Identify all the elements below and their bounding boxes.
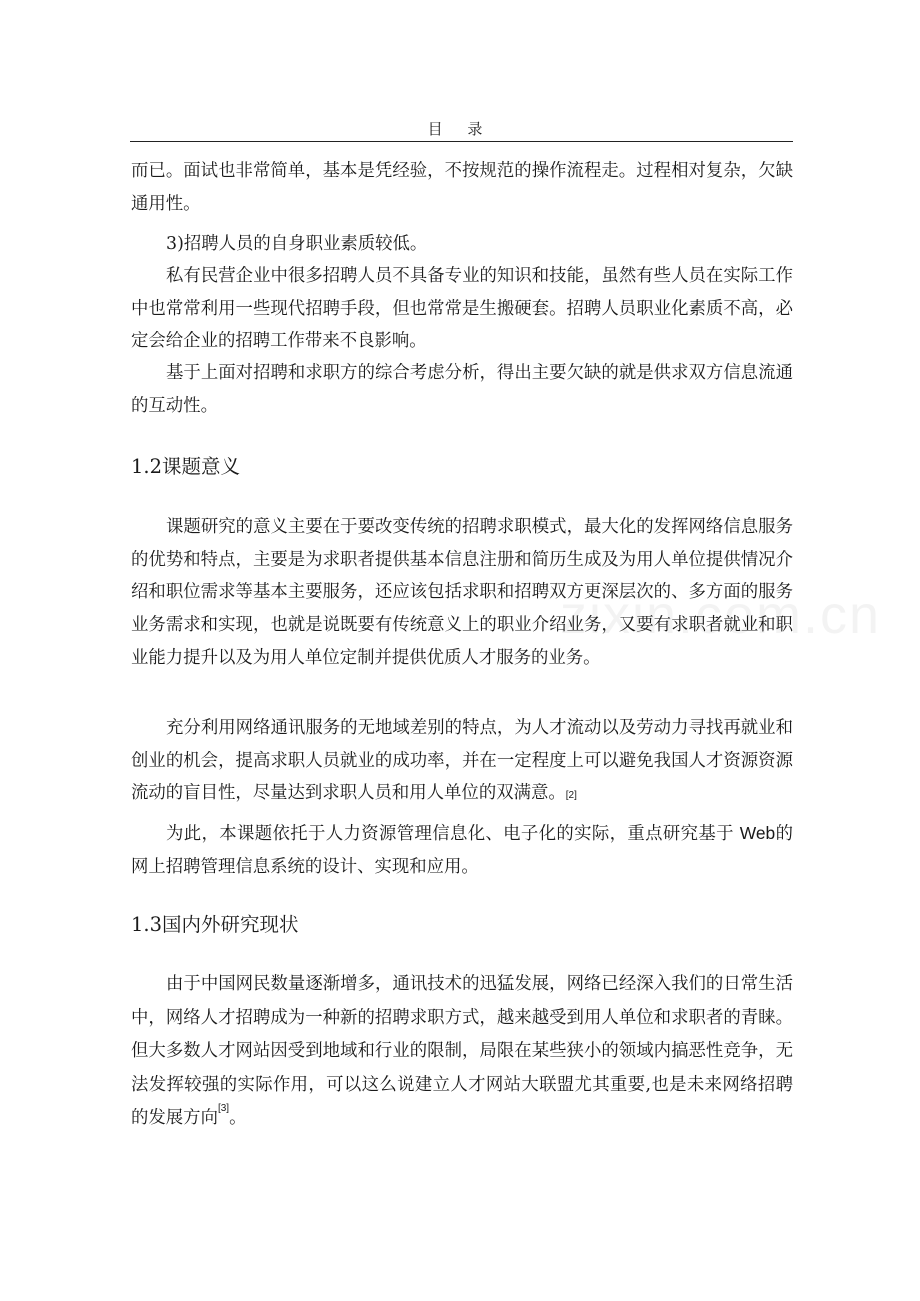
header-divider (130, 141, 793, 142)
paragraph-text: 3)招聘人员的自身职业素质较低。 (166, 234, 428, 254)
watermark (560, 584, 881, 646)
paragraph-text: 的网上招聘管理信息系统的设计、实现和应用。 (131, 824, 793, 877)
paragraph (131, 817, 793, 883)
paragraph-text-latin: Web (739, 823, 776, 843)
paragraph-text: 基于上面对招聘和求职方的综合考虑分析，得出主要欠缺的就是供求双方信息流通的互动性。 (131, 363, 793, 416)
section-heading-1-2: 1.2课题意义 (131, 455, 241, 478)
paragraph (131, 357, 793, 422)
citation-ref: [3] (217, 1103, 230, 1114)
paragraph-text: 为此，本课题依托于人力资源管理信息化、电子化的实际，重点研究基于 (166, 824, 740, 844)
section-heading-1-3: 1.3国内外研究现状 (131, 913, 299, 936)
paragraph-text: 课题研究的意义主要在于要改变传统的招聘求职模式，最大化的发挥网络信息服务的优势和特点，主要是为求职者提供基本信息注册和简历生成及为用人单位提供情况介绍和职位需求等基本主要服务，还应该包括求职和招聘双方更深层次的、多方面的服务业务需求和实现，也就是说既要有传统意义上的职业介绍业务，又要有求职者就业和职业能力提升以及为用人单位定制并提供优质人才服务的业务。 (131, 517, 793, 668)
paragraph-text: 由于中国网民数量逐渐增多，通讯技术的迅猛发展，网络已经深入我们的日常生活中，网络人才招聘成为一种新的招聘求职方式，越来越受到用人单位和求职者的青睐。但大多数人才网站因受到地域和行业的限制，局限在某些狭小的领域内搞恶性竞争，无法发挥较强的实际作用，可以这么说建立人才网站大联盟尤其重要,也是未来网络招聘的发展方向 (131, 974, 793, 1128)
paragraph (131, 712, 793, 813)
paragraph (131, 260, 793, 358)
paragraph-text: 而已。面试也非常简单，基本是凭经验，不按规范的操作流程走。过程相对复杂，欠缺通用性。 (131, 161, 793, 214)
paragraph (131, 968, 793, 1138)
citation-ref: [2] (565, 790, 577, 802)
paragraph-text: 。 (229, 1108, 247, 1128)
list-item-3 (131, 228, 793, 261)
page-header-title: 目 录 (427, 120, 493, 138)
paragraph-text: 充分利用网络通讯服务的无地域差别的特点，为人才流动以及劳动力寻找再就业和创业的机会，提高求职人员就业的成功率，并在一定程度上可以避免我国人才资源资源流动的盲目性，尽量达到求职人员和用人单位的双满意。 (131, 718, 793, 804)
paragraph (131, 155, 793, 220)
paragraph-text: 私有民营企业中很多招聘人员不具备专业的知识和技能，虽然有些人员在实际工作中也常常利用一些现代招聘手段，但也常常是生搬硬套。招聘人员职业化素质不高，必定会给企业的招聘工作带来不良影响。 (131, 266, 793, 352)
